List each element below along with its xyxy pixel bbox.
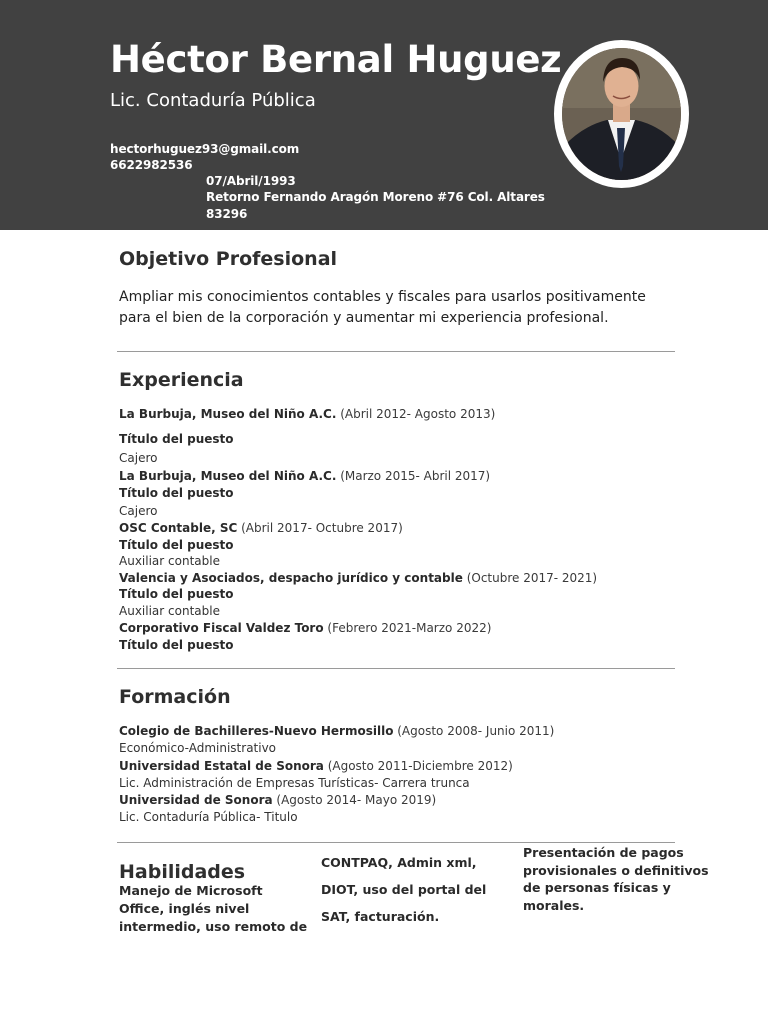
phone: 6622982536 (110, 158, 193, 172)
job-role-label: Título del puesto (119, 587, 234, 601)
skill-line: SAT, facturación. (321, 909, 440, 924)
job-period: (Febrero 2021-Marzo 2022) (323, 621, 492, 635)
skill-line: Manejo de Microsoft (119, 883, 263, 898)
education-detail: Lic. Contaduría Pública- Titulo (119, 810, 298, 824)
job-company: Valencia y Asociados, despacho jurídico y contable (119, 571, 463, 585)
skill-line: DIOT, uso del portal del (321, 882, 487, 897)
education-header (119, 724, 554, 738)
job-role-label: Título del puesto (119, 486, 234, 500)
skills-column-2 (321, 849, 486, 930)
zip-code: 83296 (206, 207, 248, 221)
job-role-label: Título del puesto (119, 432, 234, 446)
job-role: Cajero (119, 451, 158, 465)
birth-date: 07/Abril/1993 (206, 174, 296, 188)
skill-line: Presentación de pagos (523, 845, 684, 860)
skill-line: morales. (523, 897, 585, 913)
job-header (119, 571, 597, 585)
candidate-degree: Lic. Contaduría Pública (110, 90, 316, 111)
job-role: Auxiliar contable (119, 604, 220, 618)
education-school: Universidad Estatal de Sonora (119, 759, 324, 773)
skill-line: Office, inglés nivel (119, 901, 250, 916)
job-role: Auxiliar contable (119, 554, 220, 568)
job-header (119, 407, 495, 421)
email: hectorhuguez93@gmail.com (110, 142, 300, 156)
education-school: Colegio de Bachilleres-Nuevo Hermosillo (119, 724, 394, 738)
candidate-name: Héctor Bernal Huguez (110, 38, 562, 81)
job-period: (Octubre 2017- 2021) (462, 571, 598, 585)
job-company: OSC Contable, SC (119, 521, 238, 535)
education-detail: Lic. Administración de Empresas Turísticas- Carrera trunca (119, 776, 470, 790)
education-header (119, 759, 513, 773)
education-period: (Agosto 2014- Mayo 2019) (272, 793, 437, 807)
job-period: (Abril 2012- Agosto 2013) (336, 407, 496, 421)
objective-title: Objetivo Profesional (119, 248, 338, 270)
job-header (119, 521, 403, 535)
job-period: (Marzo 2015- Abril 2017) (336, 469, 491, 483)
job-company: La Burbuja, Museo del Niño A.C. (119, 469, 337, 483)
job-header (119, 469, 490, 483)
job-company: La Burbuja, Museo del Niño A.C. (119, 407, 337, 421)
divider (117, 842, 675, 843)
job-header (119, 621, 491, 635)
skill-line: de personas físicas y (523, 880, 671, 895)
divider (117, 351, 675, 352)
job-role: Cajero (119, 504, 158, 518)
divider (117, 668, 675, 669)
job-role-label: Título del puesto (119, 638, 234, 652)
education-period: (Agosto 2011-Diciembre 2012) (323, 759, 513, 773)
education-detail: Económico-Administrativo (119, 741, 277, 755)
job-company: Corporativo Fiscal Valdez Toro (119, 621, 324, 635)
skills-column-3 (523, 844, 709, 914)
skill-line: provisionales o definitivos (523, 862, 709, 878)
skills-column-1 (119, 882, 307, 936)
experience-title: Experiencia (119, 369, 244, 391)
skill-line: CONTPAQ, Admin xml, (321, 855, 477, 870)
objective-text: Ampliar mis conocimientos contables y fiscales para usarlos positivamente para el bien de la corporación y aumentar mi experiencia profesional. (119, 289, 646, 326)
education-header (119, 793, 436, 807)
skills-title: Habilidades (119, 861, 246, 883)
job-role-label: Título del puesto (119, 538, 234, 552)
person-portrait-icon (562, 48, 681, 180)
skill-line: intermedio, uso remoto de (119, 919, 308, 934)
education-title: Formación (119, 686, 231, 708)
education-period: (Agosto 2008- Junio 2011) (393, 724, 555, 738)
profile-photo (562, 48, 681, 180)
job-period: (Abril 2017- Octubre 2017) (237, 521, 403, 535)
address: Retorno Fernando Aragón Moreno #76 Col. Altares (206, 190, 545, 204)
education-school: Universidad de Sonora (119, 793, 273, 807)
